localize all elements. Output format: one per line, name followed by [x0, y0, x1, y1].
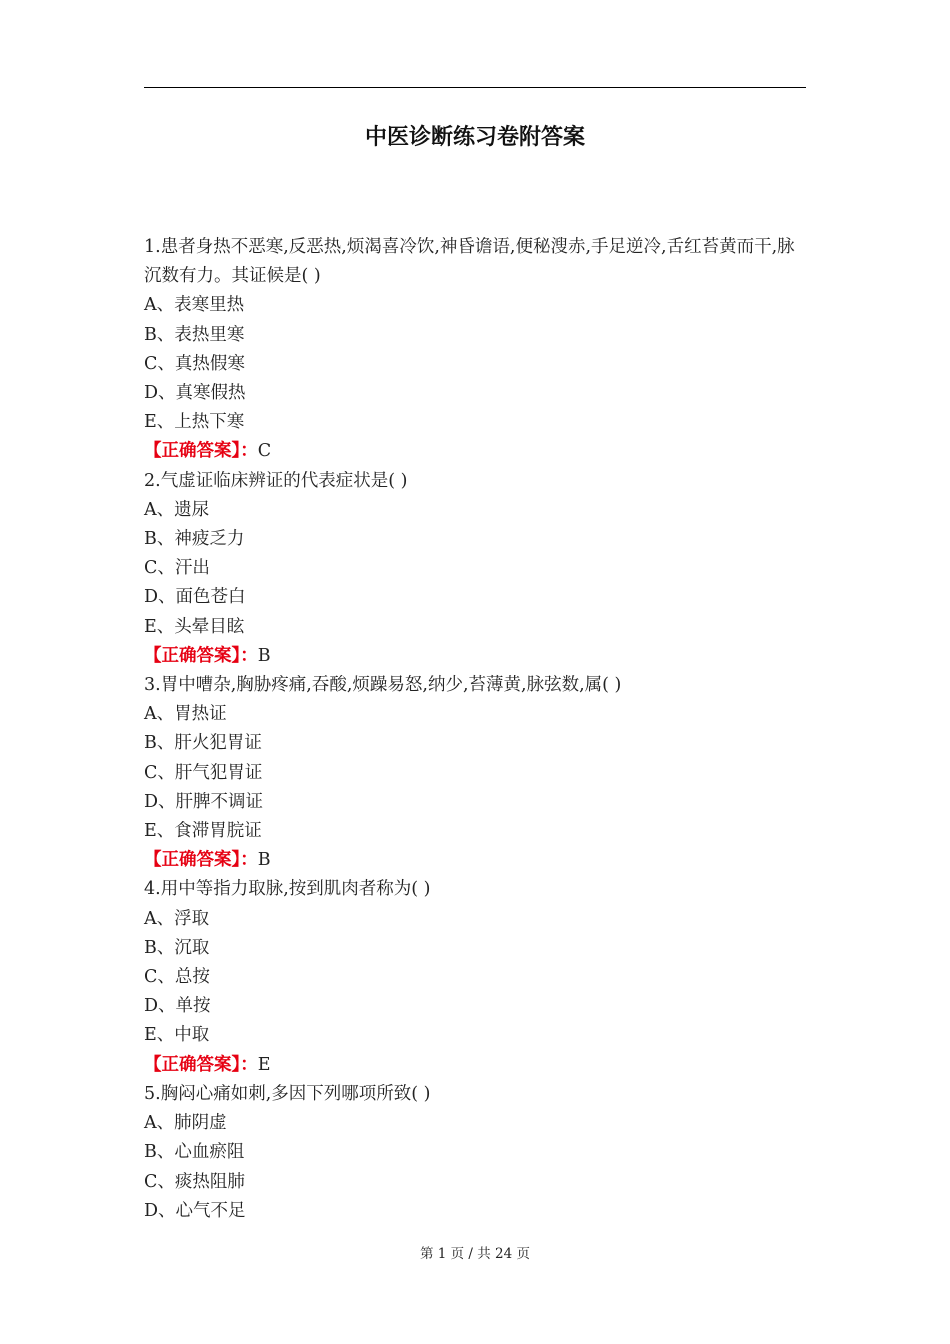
answer-value: B	[257, 850, 271, 871]
option-d: D、心气不足	[144, 1200, 246, 1221]
option-a: A、表寒里热	[144, 295, 245, 316]
option-a: A、肺阴虚	[144, 1113, 227, 1134]
question-stem: 1.患者身热不恶寒,反恶热,烦渴喜冷饮,神昏谵语,便秘溲赤,手足逆冷,舌红苔黄而干,脉沉数有力。其证候是( )	[144, 237, 795, 287]
option-e: E、上热下寒	[144, 412, 245, 433]
question-3	[144, 671, 806, 875]
option-c: C、肝气犯胃证	[144, 762, 263, 783]
answer-line	[144, 846, 806, 875]
question-stem: 4.用中等指力取脉,按到肌肉者称为( )	[144, 879, 431, 900]
option-a: A、浮取	[144, 908, 210, 929]
question-stem: 5.胸闷心痛如刺,多因下列哪项所致( )	[144, 1083, 431, 1104]
page-footer: 第 1 页 / 共 24 页	[419, 1246, 531, 1262]
question-4	[144, 875, 806, 1079]
option-d: D、真寒假热	[144, 383, 246, 404]
option-b: B、神疲乏力	[144, 529, 245, 550]
question-stem: 3.胃中嘈杂,胸胁疼痛,吞酸,烦躁易怒,纳少,苔薄黄,脉弦数,属( )	[144, 675, 622, 696]
option-d: D、面色苍白	[144, 587, 246, 608]
answer-label: 【正确答案】：	[144, 850, 258, 871]
question-stem: 2.气虚证临床辨证的代表症状是( )	[144, 470, 408, 491]
document-title: 中医诊断练习卷附答案	[364, 125, 585, 150]
option-d: D、单按	[144, 996, 211, 1017]
option-b: B、沉取	[144, 937, 210, 958]
answer-value: C	[257, 441, 272, 462]
option-d: D、肝脾不调证	[144, 791, 264, 812]
option-b: B、肝火犯胃证	[144, 733, 262, 754]
answer-value: B	[257, 645, 271, 666]
option-e: E、头晕目眩	[144, 616, 245, 637]
option-e: E、食滞胃脘证	[144, 821, 262, 842]
option-c: C、汗出	[144, 558, 210, 579]
question-1	[144, 233, 806, 467]
answer-line	[144, 642, 806, 671]
option-b: B、心血瘀阻	[144, 1142, 245, 1163]
question-list	[144, 233, 806, 1226]
option-a: A、胃热证	[144, 704, 227, 725]
header-rule	[144, 87, 806, 88]
answer-label: 【正确答案】：	[144, 645, 258, 666]
option-b: B、表热里寒	[144, 324, 245, 345]
answer-label: 【正确答案】：	[144, 441, 258, 462]
question-5	[144, 1080, 806, 1226]
option-c: C、痰热阻肺	[144, 1171, 245, 1192]
question-2	[144, 467, 806, 671]
answer-line	[144, 437, 806, 466]
answer-label: 【正确答案】：	[144, 1054, 258, 1075]
option-e: E、中取	[144, 1025, 210, 1046]
option-c: C、真热假寒	[144, 353, 245, 374]
option-a: A、遗尿	[144, 499, 210, 520]
answer-value: E	[257, 1054, 271, 1075]
answer-line	[144, 1051, 806, 1080]
option-c: C、总按	[144, 967, 210, 988]
